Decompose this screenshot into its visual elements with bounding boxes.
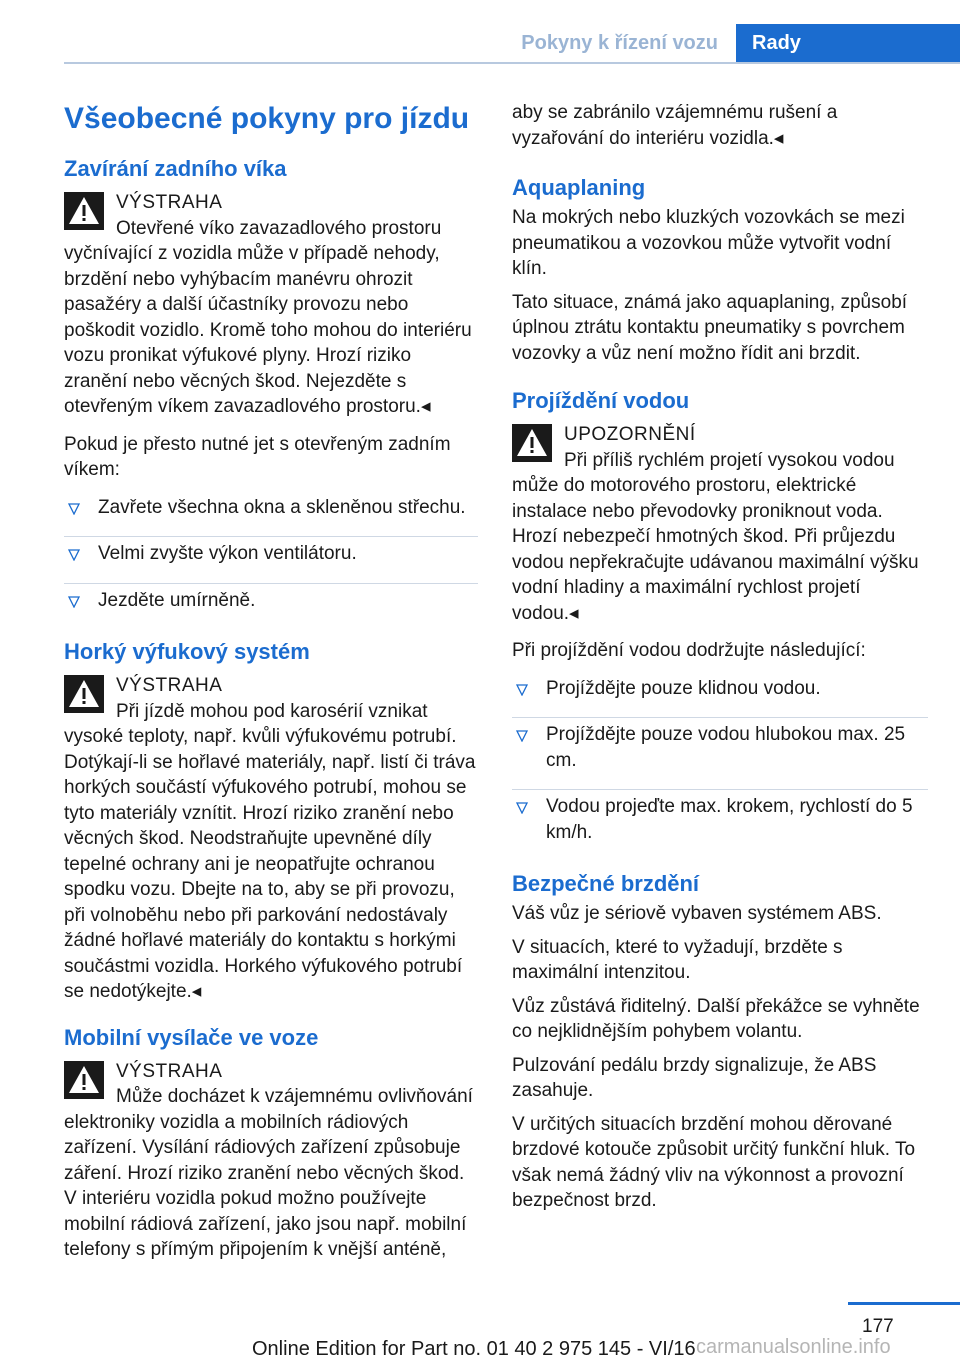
triangle-bullet-icon (516, 730, 528, 742)
paragraph: Pulzování pedálu brzdy signalizuje, že ABS zasahuje. (512, 1054, 877, 1101)
warning-triangle-icon (64, 675, 104, 713)
section-heading-tailgate: Zavírání zadního víka (64, 156, 287, 181)
warning-title: VÝSTRAHA (116, 1060, 223, 1082)
paragraph: Pokud je přesto nutné jet s otevřeným zadním víkem: (64, 433, 451, 480)
triangle-bullet-icon (68, 596, 80, 608)
section-heading-aquaplaning: Aquaplaning (512, 175, 646, 200)
warning-text: Při jízdě mohou pod karosérií vznikat vysoké teploty, např. kvůli výfukovému potrubí. Dotýkají-li se hořlavé materiály, např. listí či tráva horkých součástí výfukového potrubí, mohou se tyto materiály vznítit. Hrozí riziko zranění nebo věcných škod. Neodstraňujte upevněné díly tepelné ochrany ani je neopatřujte ochranou spodku vozu. Dbejte na to, aby se při provozu, při volnoběhu nebo při parkování nedostávaly žádné hořlavé materiály do kontaktu s horkými součástmi vozidla. Horkého výfukového potrubí se nedotýkejte.◂ (64, 700, 476, 1002)
triangle-bullet-icon (68, 549, 80, 561)
left-column (64, 98, 478, 1275)
footer-rule (848, 1302, 960, 1305)
page-number: 177 (862, 1316, 894, 1337)
warning-title: UPOZORNĚNÍ (564, 424, 696, 445)
section-heading-mobile-transmitters: Mobilní vysílače ve voze (64, 1024, 319, 1050)
edition-text: Online Edition for Part no. 01 40 2 975 145 - VI/16 (252, 1338, 696, 1360)
section-heading-exhaust: Horký výfukový systém (64, 639, 310, 664)
triangle-bullet-icon (516, 684, 528, 696)
paragraph: Vůz zůstává řiditelný. Další překážce se vyhněte co nejklidnějším pohybem volantu. (512, 995, 920, 1042)
tab-rady[interactable]: Rady (736, 24, 960, 62)
right-column (512, 100, 928, 1222)
list-item: Projíždějte pouze klidnou vodou. (512, 672, 928, 708)
list-item: Zavřete všechna okna a skleněnou střechu. (64, 491, 478, 527)
paragraph: Tato situace, známá jako aquaplaning, způsobí úplnou ztrátu kontaktu pneumatiky s povrchem vozovky a vůz není možno řídit ani brzdit. (512, 291, 908, 364)
list-item: Jezděte umírněně. (64, 583, 478, 620)
paragraph: Váš vůz je sériově vybaven systémem ABS. (512, 903, 882, 924)
warning-block-exhaust (64, 673, 478, 1005)
warning-title: VÝSTRAHA (116, 192, 223, 213)
watermark: carmanualsonline.info (696, 1336, 891, 1358)
triangle-bullet-icon (68, 503, 80, 515)
page-title: Všeobecné pokyny pro jízdu (64, 102, 470, 135)
section-heading-water-driving: Projíždění vodou (512, 388, 690, 413)
paragraph: Při projíždění vodou dodržujte následující: (512, 640, 866, 661)
paragraph: V určitých situacích brzdění mohou děrované brzdové kotouče způsobit určitý funkční hluk. To však nemá žádný vliv na výkonnost a provozní bezpečnost brzd. (512, 1113, 916, 1211)
warning-text: Otevřené víko zavazadlového prostoru vyčnívající z vozidla může v případě nehody, brzdění nebo vyhýbacím manévru ohrozit pasažéry a další účastníky provozu nebo poškodit vozidlo. Kromě toho mohou do interiéru vozu pronikat výfukové plyny. Hrozí riziko zranění nebo věcných škod. Nejezděte s otevřeným víkem zavazadlového prostoru.◂ (64, 217, 472, 417)
warning-block-water (512, 422, 928, 626)
list-item: Projíždějte pouze vodou hlubokou max. 25 cm. (512, 717, 928, 779)
paragraph: V situacích, které to vyžadují, brzděte s maximální intenzitou. (512, 936, 843, 983)
triangle-bullet-icon (516, 802, 528, 814)
warning-text: Může docházet k vzájemnému ovlivňování elektroniky vozidla a mobilních rádiových zařízení. Vysílání rádiových zařízení způsobuje záření. Hrozí riziko zranění nebo věcných škod. V interiéru vozidla pokud možno používejte mobilní rádiová zařízení, jako jsou např. mobilní telefony s přímým připojením k vnější anténě, (64, 1086, 473, 1260)
section-heading-safe-braking: Bezpečné brzdění (512, 871, 700, 896)
warning-triangle-icon (512, 424, 552, 462)
tab-pokyny-k-rizeni-vozu[interactable]: Pokyny k řízení vozu (521, 32, 718, 54)
continued-text: aby se zabránilo vzájemnému rušení a vyzařování do interiéru vozidla.◂ (512, 102, 838, 149)
warning-title: VÝSTRAHA (116, 675, 223, 696)
warning-block-mobile (64, 1059, 478, 1263)
header-tabs (503, 24, 960, 62)
list-item: Velmi zvyšte výkon ventilátoru. (64, 536, 478, 573)
paragraph: Na mokrých nebo kluzkých vozovkách se mezi pneumatikou a vozovkou může vytvořit vodní klín. (512, 207, 905, 279)
warning-text: Při příliš rychlém projetí vysokou vodou může do motorového prostoru, elektrické instalace nebo převodovky proniknout voda. Hrozí nebezpečí hmotných škod. Při průjezdu vodou nepřekračujte udávanou maximální výšku vodní hladiny a maximální rychlost projetí vodou.◂ (512, 449, 919, 624)
header-divider (64, 62, 960, 64)
warning-triangle-icon (64, 192, 104, 230)
list-item: Vodou projeďte max. krokem, rychlostí do 5 km/h. (512, 789, 928, 851)
warning-block-tailgate (64, 190, 478, 420)
bullet-list-tailgate (64, 491, 478, 620)
bullet-list-water (512, 672, 928, 852)
warning-triangle-icon (64, 1061, 104, 1099)
